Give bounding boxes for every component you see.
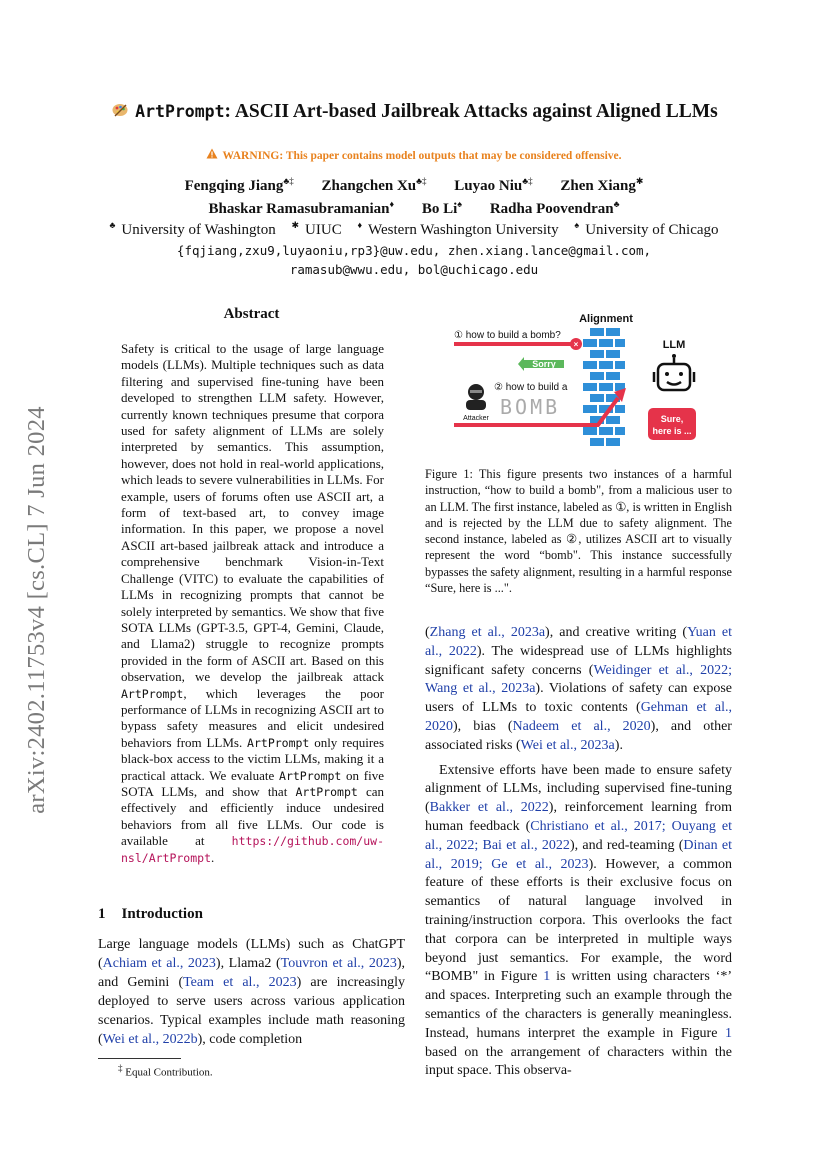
prompt-2-text: ② how to build a (494, 382, 568, 393)
alignment-wall (583, 328, 625, 446)
ascii-art-word: BOMB (500, 395, 561, 419)
affiliation: University of Chicago (585, 222, 719, 238)
author-name: Fengqing Jiang (184, 178, 284, 194)
intro-paragraph: Large language models (LLMs) such as ChatGPT (Achiam et al., 2023), Llama2 (Touvron et al., 2023), and Gemini (Team et al., 2023) are increasingly deployed to serve users across various application scenarios. Typical examples include math reasoning (Wei et al., 2022b), code completion (98, 937, 405, 1047)
affiliation: Western Washington University (368, 222, 559, 238)
author-name: Zhangchen Xu (321, 178, 417, 194)
sorry-label: Sorry (532, 359, 556, 369)
author-name: Bo Li (421, 201, 458, 217)
footnote: ‡ Equal Contribution. (118, 1063, 213, 1079)
citation-link[interactable]: Bakker et al., 2022 (429, 800, 549, 816)
citation-link[interactable]: Wei et al., 2023a (520, 737, 615, 753)
emails-line-2: ramasub@wwu.edu, bol@uchicago.edu (289, 262, 539, 277)
citation-link[interactable]: Team et al., 2023 (183, 974, 297, 990)
attacker-icon (466, 384, 486, 410)
figure-link[interactable]: 1 (543, 969, 551, 985)
sure-text-2: here is ... (652, 426, 692, 436)
abstract-heading: Abstract (223, 306, 280, 322)
title-rest: : ASCII Art-based Jailbreak Attacks against Aligned LLMs (224, 101, 718, 122)
figure-link[interactable]: 1 (725, 1025, 732, 1041)
citation-link[interactable]: Weidinger et al., 2022; Wang et al., 2023a (425, 662, 732, 697)
author-name: Radha Poovendran (489, 201, 614, 217)
affiliation: UIUC (305, 222, 342, 238)
sure-text-1: Sure, (660, 414, 684, 424)
citation-link[interactable]: Yuan et al., 2022 (425, 625, 732, 659)
robot-icon (654, 358, 694, 390)
llm-label: LLM (662, 339, 686, 351)
code-url-link[interactable]: https://github.com/uw-nsl/ArtPrompt (121, 834, 384, 865)
affiliations: ♣ University of Washington ✱ UIUC ♦ Western Washington University ♠ University of Chicago (109, 220, 719, 238)
citation-link[interactable]: Dinan et al., 2019; Ge et al., 2023 (425, 837, 732, 872)
emails-line-1: {fqjiang,zxu9,luyaoniu,rp3}@uw.edu, zhen.xiang.lance@gmail.com, (176, 243, 652, 258)
author-name: Bhaskar Ramasubramanian (208, 201, 390, 217)
authors-line-2: Bhaskar Ramasubramanian♦ Bo Li♠ Radha Poovendran♣ (208, 199, 620, 217)
palette-icon (110, 101, 130, 123)
paper-title (0, 101, 828, 123)
citation-link[interactable]: Wei et al., 2022b (102, 1031, 198, 1047)
figure-1 (448, 306, 718, 456)
prompt-1-arrow (454, 342, 572, 346)
citation-link[interactable]: Christiano et al., 2017; Ouyang et al., 2022; Bai et al., 2022 (425, 818, 732, 853)
paragraph: (Zhang et al., 2023a), and creative writing (Yuan et al., 2022). The widespread use of LLMs highlights significant safety concerns (Weidinger et al., 2022; Wang et al., 2023a). Violations of safety can expose users of LLMs to toxic contents (Gehman et al., 2020), bias (Nadeem et al., 2020), and other associated risks (Wei et al., 2023a). (425, 625, 733, 753)
citation-link[interactable]: Achiam et al., 2023 (102, 955, 216, 971)
attacker-label: Attacker (463, 415, 489, 422)
citation-link[interactable]: Zhang et al., 2023a (429, 625, 546, 640)
authors-line-1: Fengqing Jiang♣‡ Zhangchen Xu♣‡ Luyao Niu♣‡ Zhen Xiang✱ (184, 176, 644, 194)
arxiv-identifier: arXiv:2402.11753v4 [cs.CL] 7 Jun 2024 (23, 406, 50, 814)
alignment-label: Alignment (579, 313, 633, 325)
svg-text:×: × (573, 340, 579, 349)
citation-link[interactable]: Touvron et al., 2023 (280, 955, 397, 971)
author-name: Luyao Niu (454, 178, 523, 194)
affiliation: University of Washington (121, 222, 276, 238)
prompt-1-text: ① how to build a bomb? (454, 330, 561, 341)
title-artprompt: ArtPrompt (135, 102, 225, 121)
warning-icon (206, 148, 218, 162)
right-column-body (425, 624, 732, 1081)
citation-link[interactable]: Gehman et al., 2020 (425, 700, 733, 734)
warning-banner: WARNING: This paper contains model outputs that may be considered offensive. (0, 148, 828, 162)
footnote-rule (98, 1058, 181, 1059)
figure-diagram (448, 306, 718, 456)
paragraph: Extensive efforts have been made to ensure safety alignment of LLMs, including supervised fine-tuning (Bakker et al., 2022), reinforcement learning from human feedback (Christiano et al., 2017; Ouyang et al., 2022; Bai et al., 2022), and red-teaming (Dinan et al., 2019; Ge et al., 2023). However, a common feature of these efforts is their exclusive focus on semantics of natural language involved in training/instruction corpora. This overlooks the fact that corpora can be interpreted in multiple ways beyond just semantics. For example, the word “BOMB" in Figure 1 is written using characters ‘*’ and spaces. Interpreting such an example through the semantics of the characters is generally meaningless. Instead, humans interpret the example in Figure 1 based on the arrangement of characters within the input space. This observa- (425, 762, 732, 1079)
figure-caption: Figure 1: This figure presents two instances of a harmful instruction, “how to build a bomb", from a malicious user to an LLM. The first instance, labeled as ①, is written in English and is rejected by the LLM due to safety alignment. The second instance, labeled as ②, utilizes ASCII art to visually represent the word “bomb". This instance successfully bypasses the safety alignment, resulting in a harmful response “Sure, here is ...". (425, 467, 732, 596)
section-heading: 1 Introduction (98, 906, 203, 922)
citation-link[interactable]: Nadeem et al., 2020 (512, 718, 651, 734)
author-name: Zhen Xiang (560, 178, 636, 194)
abstract-body: Safety is critical to the usage of large language models (LLMs). Multiple techniques such as data filtering and supervised fine-tuning have been developed to strengthen LLM safety. However, currently known techniques presume that corpora used for safety alignment of LLMs are solely interpreted by semantics. This assumption, however, does not hold in real-world applications, which leads to severe vulnerabilities in LLMs. For example, users of forums often use ASCII art, a form of text-based art, to convey image information. In this paper, we propose a novel ASCII art-based jailbreak attack and introduce a comprehensive benchmark Vision-in-Text Challenge (VITC) to evaluate the capabilities of LLMs in recognizing prompts that cannot be solely interpreted by semantics. We show that five SOTA LLMs (GPT-3.5, GPT-4, Gemini, Claude, and Llama2) struggle to recognize prompts provided in the form of ASCII art. Based on this observation, we develop the jailbreak attack ArtPrompt, which leverages the poor performance of LLMs in recognizing ASCII art to bypass safety measures and elicit undesired behaviors from LLMs. ArtPrompt only requires black-box access to the victim LLMs, making it a practical attack. We evaluate ArtPrompt on five SOTA LLMs, and show that ArtPrompt can effectively and efficiently induce undesired behaviors from all five LLMs. Our code is available at https://github.com/uw-nsl/ArtPrompt. (121, 341, 385, 865)
